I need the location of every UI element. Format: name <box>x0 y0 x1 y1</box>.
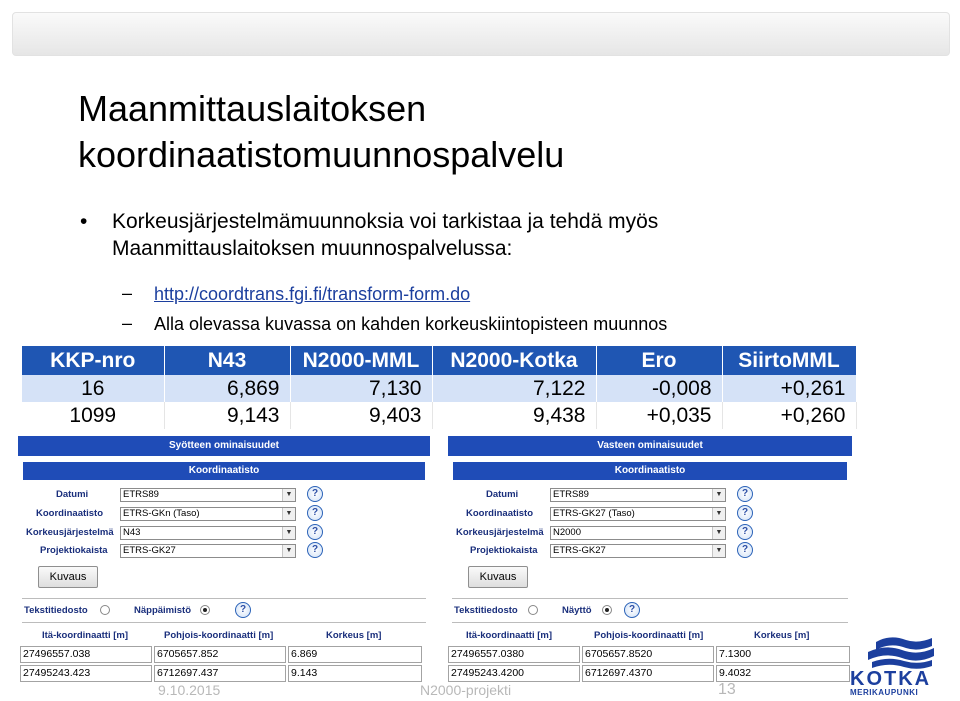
projection-zone-select[interactable] <box>550 544 726 558</box>
col-header: N2000-MML <box>290 346 432 375</box>
footer-page-number: 13 <box>718 681 736 698</box>
radio-label: Tekstitiedosto <box>454 605 518 616</box>
table-cell: 6,869 <box>164 375 290 402</box>
select-value: ETRS-GK27 <box>123 545 176 556</box>
field-label: Projektiokaista <box>40 545 108 556</box>
help-icon[interactable]: ? <box>307 486 323 502</box>
table-cell: 9,143 <box>164 402 290 429</box>
bullet-dot-icon: • <box>80 210 88 233</box>
column-header: Pohjois-koordinaatti [m] <box>594 630 704 641</box>
chevron-down-icon: ▼ <box>282 508 295 520</box>
easting-field[interactable]: 27496557.0380 <box>448 646 580 663</box>
help-icon[interactable]: ? <box>307 505 323 521</box>
table-cell: 9,438 <box>432 402 596 429</box>
northing-field[interactable]: 6712697.437 <box>154 665 286 682</box>
logo-text: KOTKA <box>850 668 932 690</box>
table-cell: 7,122 <box>432 375 596 402</box>
footer-project: N2000-projekti <box>420 682 512 698</box>
logo-subtext: MERIKAUPUNKI <box>850 688 919 697</box>
coordinate-system-select[interactable] <box>120 507 296 521</box>
projection-zone-select[interactable] <box>120 544 296 558</box>
dash-icon: – <box>122 313 133 333</box>
projection-zone-row <box>18 544 430 560</box>
height-system-row <box>18 526 430 542</box>
table-cell: -0,008 <box>596 375 722 402</box>
select-value: ETRS89 <box>553 489 589 500</box>
height-system-select[interactable] <box>120 526 296 540</box>
description-button[interactable]: Kuvaus <box>468 566 528 588</box>
footer-date: 9.10.2015 <box>158 682 221 698</box>
chevron-down-icon: ▼ <box>712 508 725 520</box>
table-cell: +0,260 <box>722 402 856 429</box>
table-cell: 16 <box>22 375 164 402</box>
column-header: Itä-koordinaatti [m] <box>466 630 553 641</box>
field-label: Koordinaatisto <box>36 508 104 519</box>
display-radio[interactable] <box>602 605 612 615</box>
height-field[interactable]: 6.869 <box>288 646 422 663</box>
chevron-down-icon: ▼ <box>282 527 295 539</box>
sub-bullet-text: Alla olevassa kuvassa on kahden korkeuskiintopisteen muunnos <box>154 314 668 334</box>
height-field[interactable]: 7.1300 <box>716 646 850 663</box>
field-label: Datumi <box>56 489 89 500</box>
datum-row <box>18 488 430 504</box>
kotka-logo <box>846 634 942 696</box>
input-properties-panel <box>18 436 430 690</box>
table-cell: 1099 <box>22 402 164 429</box>
slide-top-bar <box>12 12 950 56</box>
table-cell: +0,261 <box>722 375 856 402</box>
table-cell: +0,035 <box>596 402 722 429</box>
easting-field[interactable]: 27495243.423 <box>20 665 152 682</box>
datum-select[interactable] <box>120 488 296 502</box>
northing-field[interactable]: 6705657.852 <box>154 646 286 663</box>
col-header: SiirtoMML <box>722 346 856 375</box>
radio-label: Näyttö <box>562 605 592 616</box>
help-icon[interactable]: ? <box>235 602 251 618</box>
chevron-down-icon: ▼ <box>712 527 725 539</box>
select-value: N2000 <box>553 527 581 538</box>
coordinate-system-row <box>18 507 430 523</box>
col-header: N2000-Kotka <box>432 346 596 375</box>
chevron-down-icon: ▼ <box>282 489 295 501</box>
height-field[interactable]: 9.4032 <box>716 665 850 682</box>
description-button[interactable]: Kuvaus <box>38 566 98 588</box>
chevron-down-icon: ▼ <box>282 545 295 557</box>
column-header: Itä-koordinaatti [m] <box>42 630 129 641</box>
help-icon[interactable]: ? <box>737 542 753 558</box>
easting-field[interactable]: 27496557.038 <box>20 646 152 663</box>
table-cell: 7,130 <box>290 375 432 402</box>
field-label: Koordinaatisto <box>466 508 534 519</box>
northing-field[interactable]: 6705657.8520 <box>582 646 714 663</box>
coordinate-system-select[interactable] <box>550 507 726 521</box>
select-value: ETRS-GK27 <box>553 545 606 556</box>
radio-label: Näppäimistö <box>134 605 192 616</box>
bullet-line-1: Korkeusjärjestelmämuunnoksia voi tarkistaa ja tehdä myös <box>112 210 659 233</box>
help-icon[interactable]: ? <box>624 602 640 618</box>
height-system-row <box>448 526 852 542</box>
select-value: ETRS-GK27 (Taso) <box>553 508 635 519</box>
table-header-row <box>22 346 856 375</box>
section-header: Koordinaatisto <box>23 462 425 480</box>
easting-field[interactable]: 27495243.4200 <box>448 665 580 682</box>
column-header: Pohjois-koordinaatti [m] <box>164 630 274 641</box>
chevron-down-icon: ▼ <box>712 545 725 557</box>
field-label: Projektiokaista <box>470 545 538 556</box>
slide-title <box>78 86 878 178</box>
title-line-1: Maanmittauslaitoksen <box>78 88 427 129</box>
help-icon[interactable]: ? <box>737 486 753 502</box>
select-value: ETRS-GKn (Taso) <box>123 508 200 519</box>
text-file-radio[interactable] <box>528 605 538 615</box>
select-value: N43 <box>123 527 141 538</box>
help-icon[interactable]: ? <box>737 505 753 521</box>
chevron-down-icon: ▼ <box>712 489 725 501</box>
select-value: ETRS89 <box>123 489 159 500</box>
datum-row <box>448 488 852 504</box>
projection-zone-row <box>448 544 852 560</box>
section-header: Koordinaatisto <box>453 462 847 480</box>
table-row <box>22 375 856 402</box>
col-header: KKP-nro <box>22 346 164 375</box>
col-header: N43 <box>164 346 290 375</box>
column-header: Korkeus [m] <box>754 630 810 641</box>
divider <box>22 622 426 623</box>
divider <box>452 598 848 599</box>
table-row <box>22 402 856 429</box>
coordinate-system-row <box>448 507 852 523</box>
help-icon[interactable]: ? <box>307 524 323 540</box>
table-cell: 9,403 <box>290 402 432 429</box>
panel-header: Vasteen ominaisuudet <box>448 436 852 456</box>
field-label: Datumi <box>486 489 519 500</box>
datum-select[interactable] <box>550 488 726 502</box>
transform-form-link[interactable]: http://coordtrans.fgi.fi/transform-form.do <box>154 284 471 304</box>
bullet-line-2: Maanmittauslaitoksen muunnospalvelussa: <box>112 237 513 260</box>
divider <box>22 598 426 599</box>
field-label: Korkeusjärjestelmä <box>26 527 114 538</box>
text-file-radio[interactable] <box>100 605 110 615</box>
panel-header: Syötteen ominaisuudet <box>18 436 430 456</box>
benchmark-table <box>22 346 857 429</box>
northing-field[interactable]: 6712697.4370 <box>582 665 714 682</box>
output-properties-panel <box>448 436 852 690</box>
keyboard-radio[interactable] <box>200 605 210 615</box>
height-system-select[interactable] <box>550 526 726 540</box>
divider <box>452 622 848 623</box>
column-header: Korkeus [m] <box>326 630 382 641</box>
radio-label: Tekstitiedosto <box>24 605 88 616</box>
col-header: Ero <box>596 346 722 375</box>
help-icon[interactable]: ? <box>737 524 753 540</box>
help-icon[interactable]: ? <box>307 542 323 558</box>
title-line-2: koordinaatistomuunnospalvelu <box>78 134 565 175</box>
height-field[interactable]: 9.143 <box>288 665 422 682</box>
dash-icon: – <box>122 283 133 303</box>
field-label: Korkeusjärjestelmä <box>456 527 544 538</box>
